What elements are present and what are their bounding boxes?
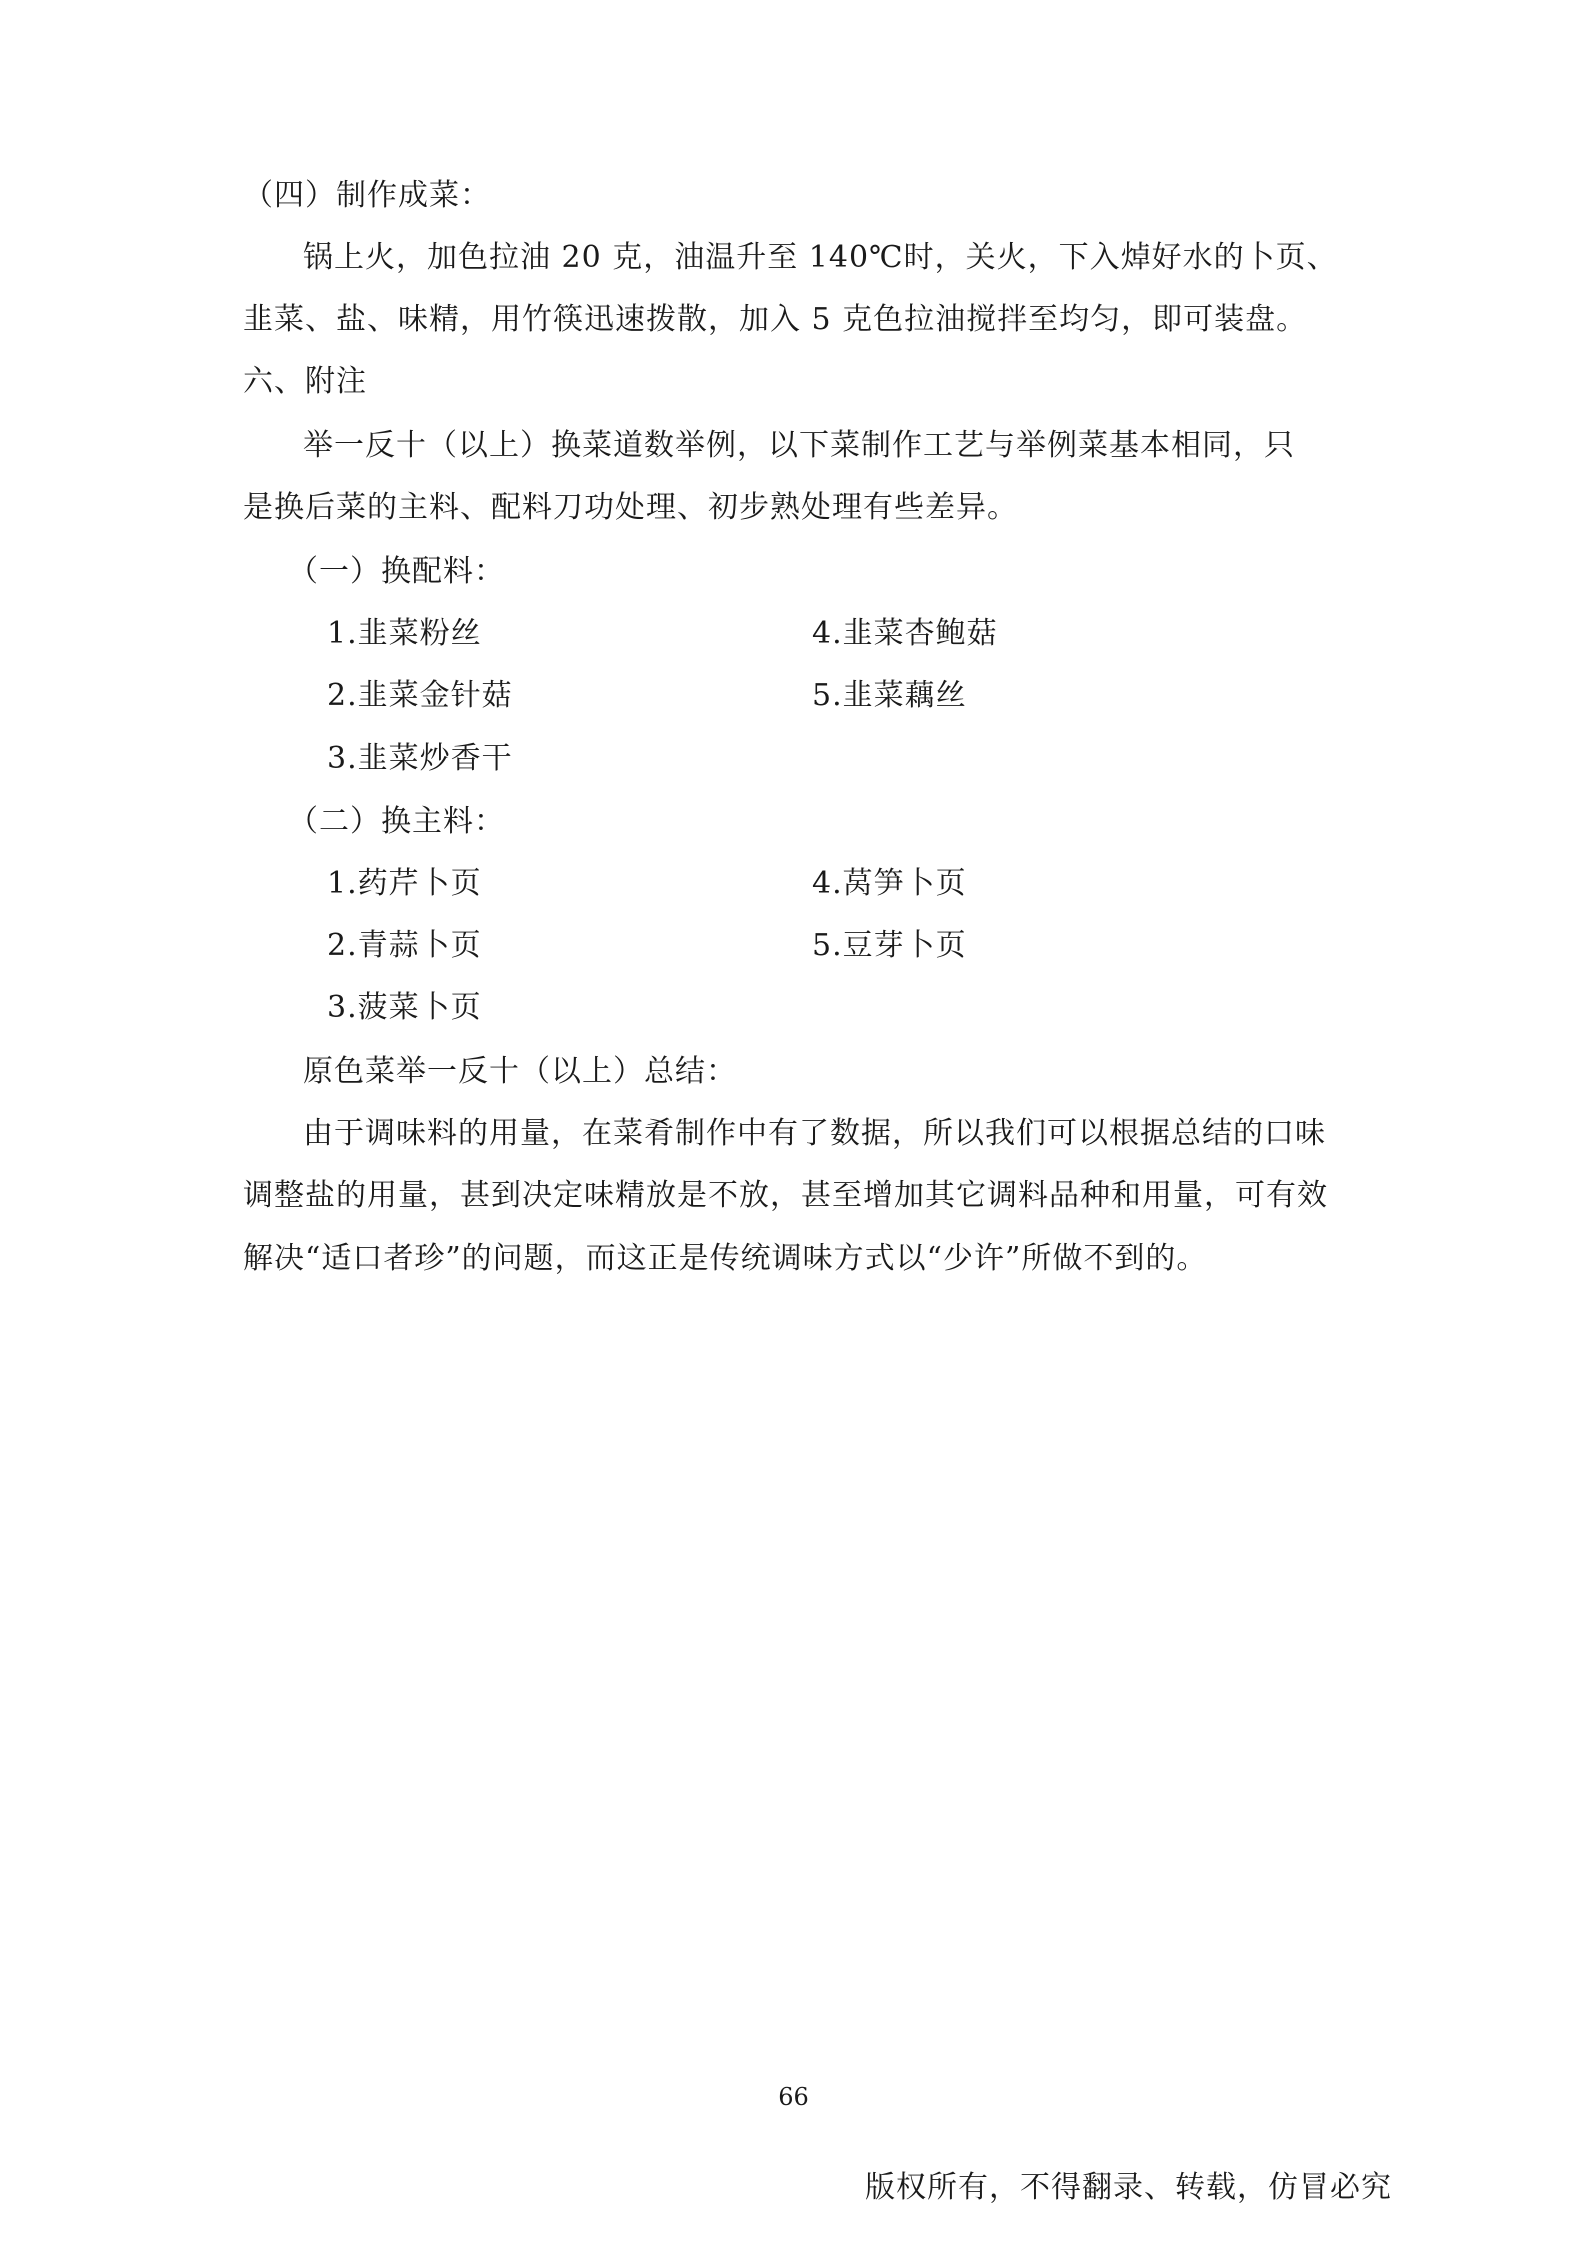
summary-line-2: 调整盐的用量，甚到决定味精放是不放，甚至增加其它调料品种和用量，可有效 [243,1178,1328,1213]
summary-line-3: 解决“适口者珍”的问题，而这正是传统调味方式以“少许”所做不到的。 [243,1241,1208,1276]
summary-heading: 原色菜举一反十（以上）总结： [303,1054,737,1089]
section-4-paragraph-line-1: 锅上火，加色拉油 20 克，油温升至 140℃时，关火，下入焯好水的卜页、 [303,240,1338,275]
sub2-item-5: 5.豆芽卜页 [812,928,967,963]
page-number: 66 [778,2083,809,2111]
sub2-item-2: 2.青蒜卜页 [327,928,482,963]
sub2-item-3: 3.菠菜卜页 [327,990,482,1025]
sub2-item-1: 1.药芹卜页 [327,866,482,901]
copyright-notice: 版权所有，不得翻录、转载，仿冒必究 [865,2170,1392,2205]
sub2-item-4: 4.莴笋卜页 [812,866,967,901]
sub2-heading: （二）换主料： [288,804,505,839]
section-6-intro-line-1: 举一反十（以上）换菜道数举例，以下菜制作工艺与举例菜基本相同，只 [303,428,1295,463]
section-4-heading: （四）制作成菜： [243,178,491,213]
sub1-item-4: 4.韭菜杏鲍菇 [812,616,998,651]
sub1-item-3: 3.韭菜炒香干 [327,741,513,776]
sub1-item-5: 5.韭菜藕丝 [812,678,967,713]
sub1-item-1: 1.韭菜粉丝 [327,616,482,651]
section-4-paragraph-line-2: 韭菜、盐、味精，用竹筷迅速拨散，加入 5 克色拉油搅拌至均匀，即可装盘。 [243,302,1308,337]
sub1-item-2: 2.韭菜金针菇 [327,678,513,713]
sub1-heading: （一）换配料： [288,554,505,589]
section-6-intro-line-2: 是换后菜的主料、配料刀功处理、初步熟处理有些差异。 [243,490,1018,525]
summary-line-1: 由于调味料的用量，在菜肴制作中有了数据，所以我们可以根据总结的口味 [303,1116,1326,1151]
section-6-heading: 六、附注 [243,364,367,399]
